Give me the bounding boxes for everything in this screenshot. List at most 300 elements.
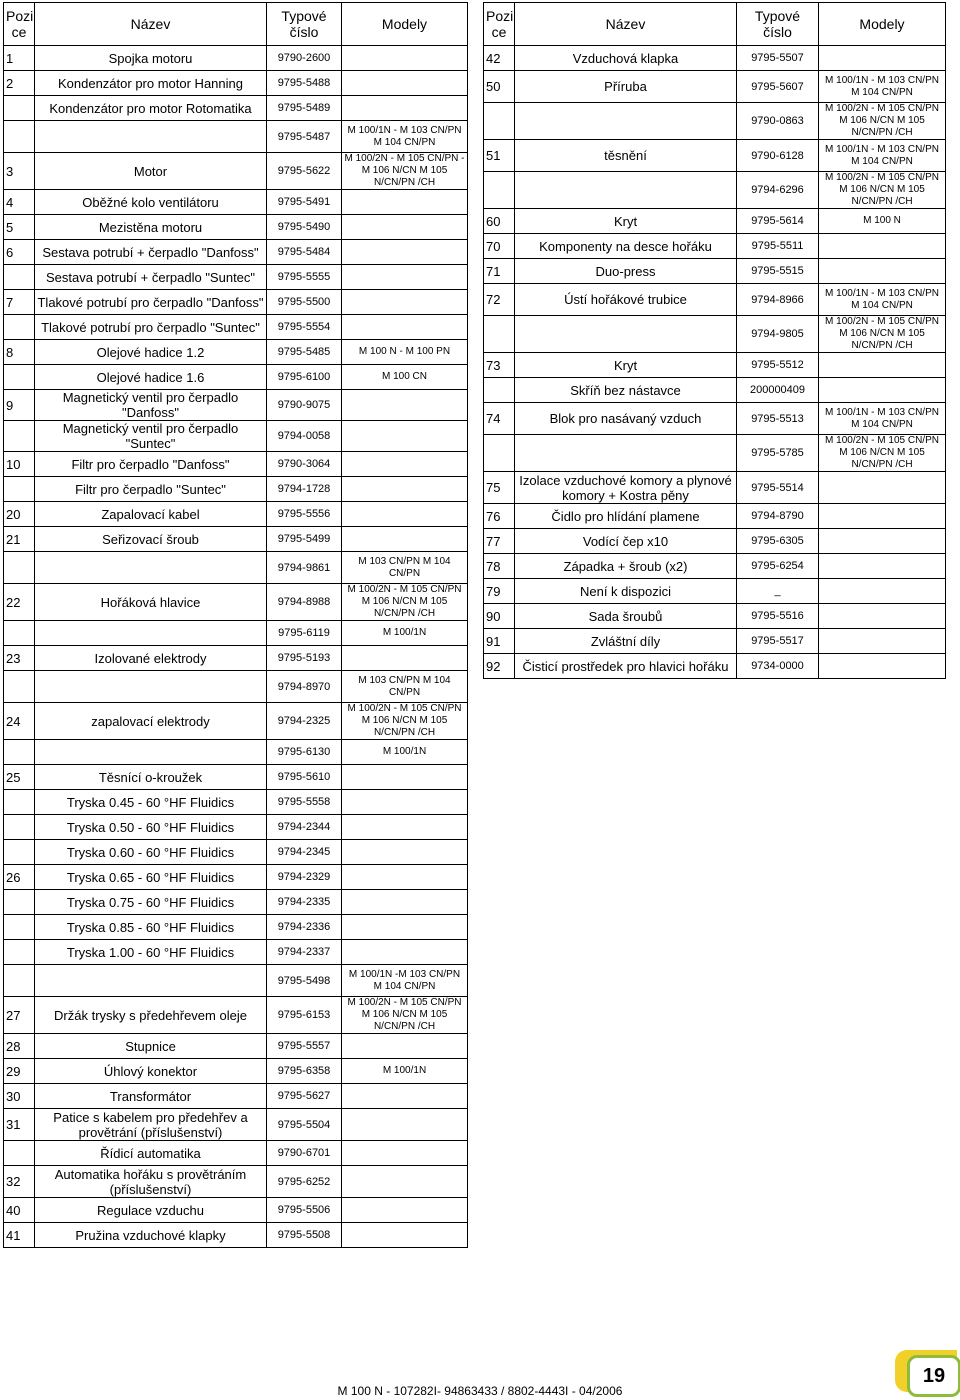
- models-cell: [819, 629, 946, 654]
- table-row: [484, 234, 946, 259]
- position-cell: [4, 940, 35, 965]
- position-cell: [484, 435, 515, 472]
- position-cell: 90: [484, 604, 515, 629]
- name-cell: Držák trysky s předehřevem oleje: [35, 997, 267, 1034]
- name-cell: Zvláštní díly: [515, 629, 737, 654]
- header-name: Název: [515, 3, 737, 46]
- models-cell: M 100 N: [819, 209, 946, 234]
- position-cell: 26: [4, 865, 35, 890]
- table-row: [4, 765, 468, 790]
- table-row: [4, 703, 468, 740]
- name-cell: Kondenzátor pro motor Hanning: [35, 71, 267, 96]
- table-row: [484, 140, 946, 172]
- name-cell: Patice s kabelem pro předehřev a provětrání (příslušenství): [35, 1109, 267, 1141]
- position-cell: 50: [484, 71, 515, 103]
- code-cell: 9790-9075: [267, 390, 342, 421]
- name-cell: Automatika hořáku s provětráním (příslušenství): [35, 1166, 267, 1198]
- models-cell: [342, 915, 468, 940]
- name-cell: Tlakové potrubí pro čerpadlo "Danfoss": [35, 290, 267, 315]
- position-cell: [4, 621, 35, 646]
- position-cell: 77: [484, 529, 515, 554]
- table-row: [484, 103, 946, 140]
- models-cell: [342, 790, 468, 815]
- header-name: Název: [35, 3, 267, 46]
- name-cell: Izolace vzduchové komory a plynové komory + Kostra pěny: [515, 472, 737, 504]
- code-cell: 9795-5627: [267, 1084, 342, 1109]
- models-cell: M 100/1N: [342, 740, 468, 765]
- name-cell: Úhlový konektor: [35, 1059, 267, 1084]
- models-cell: [342, 477, 468, 502]
- table-row: [4, 865, 468, 890]
- models-cell: [342, 71, 468, 96]
- models-cell: [819, 353, 946, 378]
- code-cell: 9795-5490: [267, 215, 342, 240]
- name-cell: Kondenzátor pro motor Rotomatika: [35, 96, 267, 121]
- position-cell: 25: [4, 765, 35, 790]
- code-cell: 9794-9805: [737, 316, 819, 353]
- name-cell: Komponenty na desce hořáku: [515, 234, 737, 259]
- table-row: [484, 435, 946, 472]
- models-cell: M 100/1N: [342, 1059, 468, 1084]
- position-cell: 73: [484, 353, 515, 378]
- table-row: [484, 554, 946, 579]
- code-cell: _: [737, 579, 819, 604]
- position-cell: [484, 378, 515, 403]
- code-cell: 9795-5514: [737, 472, 819, 504]
- header-code: Typové číslo: [737, 3, 819, 46]
- models-cell: [342, 452, 468, 477]
- position-cell: [4, 1141, 35, 1166]
- position-cell: [4, 265, 35, 290]
- code-cell: 200000409: [737, 378, 819, 403]
- models-cell: [819, 234, 946, 259]
- code-cell: 9795-5504: [267, 1109, 342, 1141]
- table-row: [484, 604, 946, 629]
- name-cell: Filtr pro čerpadlo "Danfoss": [35, 452, 267, 477]
- models-cell: [342, 840, 468, 865]
- position-cell: [4, 552, 35, 584]
- name-cell: [35, 621, 267, 646]
- name-cell: Tryska 0.45 - 60 °HF Fluidics: [35, 790, 267, 815]
- code-cell: 9795-5193: [267, 646, 342, 671]
- table-row: [484, 472, 946, 504]
- code-cell: 9795-6358: [267, 1059, 342, 1084]
- code-cell: 9795-6305: [737, 529, 819, 554]
- position-cell: 5: [4, 215, 35, 240]
- position-cell: 74: [484, 403, 515, 435]
- table-row: [4, 997, 468, 1034]
- table-row: [4, 1198, 468, 1223]
- code-cell: 9795-5487: [267, 121, 342, 153]
- table-row: [4, 621, 468, 646]
- models-cell: [819, 554, 946, 579]
- code-cell: 9790-2600: [267, 46, 342, 71]
- name-cell: [515, 316, 737, 353]
- code-cell: 9794-8970: [267, 671, 342, 703]
- name-cell: zapalovací elektrody: [35, 703, 267, 740]
- position-cell: 10: [4, 452, 35, 477]
- models-cell: [342, 1198, 468, 1223]
- code-cell: 9795-5555: [267, 265, 342, 290]
- position-cell: [4, 671, 35, 703]
- table-row: [4, 790, 468, 815]
- table-row: [4, 390, 468, 421]
- name-cell: Blok pro nasávaný vzduch: [515, 403, 737, 435]
- models-cell: M 100/2N - M 105 CN/PN M 106 N/CN M 105 N/CN/PN /CH: [342, 997, 468, 1034]
- table-row: [4, 646, 468, 671]
- name-cell: Magnetický ventil pro čerpadlo "Danfoss": [35, 390, 267, 421]
- code-cell: 9794-0058: [267, 421, 342, 452]
- table-row: [4, 552, 468, 584]
- models-cell: [819, 579, 946, 604]
- position-cell: 27: [4, 997, 35, 1034]
- code-cell: 9795-5491: [267, 190, 342, 215]
- models-cell: [342, 1034, 468, 1059]
- models-cell: [342, 290, 468, 315]
- code-cell: 9795-5622: [267, 153, 342, 190]
- name-cell: [35, 740, 267, 765]
- models-cell: M 100/2N - M 105 CN/PN M 106 N/CN M 105 N/CN/PN /CH: [819, 435, 946, 472]
- name-cell: Tryska 0.50 - 60 °HF Fluidics: [35, 815, 267, 840]
- name-cell: Tryska 0.75 - 60 °HF Fluidics: [35, 890, 267, 915]
- name-cell: Těsnící o-kroužek: [35, 765, 267, 790]
- position-cell: 29: [4, 1059, 35, 1084]
- code-cell: 9794-2345: [267, 840, 342, 865]
- position-cell: 7: [4, 290, 35, 315]
- code-cell: 9794-8966: [737, 284, 819, 316]
- code-cell: 9795-5512: [737, 353, 819, 378]
- table-row: [484, 529, 946, 554]
- position-cell: 79: [484, 579, 515, 604]
- models-cell: M 100 N - M 100 PN: [342, 340, 468, 365]
- position-cell: 30: [4, 1084, 35, 1109]
- models-cell: [819, 504, 946, 529]
- code-cell: 9795-5499: [267, 527, 342, 552]
- table-row: [4, 153, 468, 190]
- position-cell: 92: [484, 654, 515, 679]
- models-cell: M 103 CN/PN M 104 CN/PN: [342, 671, 468, 703]
- position-cell: 91: [484, 629, 515, 654]
- name-cell: Skříň bez nástavce: [515, 378, 737, 403]
- code-cell: 9795-5558: [267, 790, 342, 815]
- position-cell: 51: [484, 140, 515, 172]
- models-cell: [342, 421, 468, 452]
- code-cell: 9790-6701: [267, 1141, 342, 1166]
- models-cell: [342, 646, 468, 671]
- code-cell: 9795-5508: [267, 1223, 342, 1248]
- table-row: [4, 1223, 468, 1248]
- code-cell: 9794-2337: [267, 940, 342, 965]
- code-cell: 9795-5610: [267, 765, 342, 790]
- models-cell: M 100/1N - M 103 CN/PN M 104 CN/PN: [819, 284, 946, 316]
- table-row: [4, 965, 468, 997]
- page-number: 19: [907, 1355, 960, 1397]
- table-row: [4, 452, 468, 477]
- table-row: [4, 527, 468, 552]
- position-cell: 76: [484, 504, 515, 529]
- table-row: [484, 629, 946, 654]
- models-cell: M 100 CN: [342, 365, 468, 390]
- name-cell: Mezistěna motoru: [35, 215, 267, 240]
- code-cell: 9795-5554: [267, 315, 342, 340]
- position-cell: [4, 96, 35, 121]
- code-cell: 9794-2344: [267, 815, 342, 840]
- table-row: [484, 353, 946, 378]
- code-cell: 9795-5785: [737, 435, 819, 472]
- code-cell: 9794-2335: [267, 890, 342, 915]
- position-cell: [4, 965, 35, 997]
- name-cell: těsnění: [515, 140, 737, 172]
- models-cell: [342, 1166, 468, 1198]
- models-cell: [819, 654, 946, 679]
- code-cell: 9790-3064: [267, 452, 342, 477]
- position-cell: 4: [4, 190, 35, 215]
- position-cell: 72: [484, 284, 515, 316]
- position-cell: [484, 316, 515, 353]
- position-cell: [4, 477, 35, 502]
- models-cell: [342, 527, 468, 552]
- code-cell: 9790-0863: [737, 103, 819, 140]
- position-cell: [484, 172, 515, 209]
- code-cell: 9794-8988: [267, 584, 342, 621]
- parts-table-right-body: [484, 46, 946, 679]
- models-cell: [342, 1223, 468, 1248]
- table-row: [484, 504, 946, 529]
- position-cell: [4, 890, 35, 915]
- name-cell: Vzduchová klapka: [515, 46, 737, 71]
- position-cell: 42: [484, 46, 515, 71]
- position-cell: 2: [4, 71, 35, 96]
- position-cell: 22: [4, 584, 35, 621]
- header-models: Modely: [819, 3, 946, 46]
- position-cell: [4, 315, 35, 340]
- name-cell: Není k dispozici: [515, 579, 737, 604]
- position-cell: 24: [4, 703, 35, 740]
- name-cell: Pružina vzduchové klapky: [35, 1223, 267, 1248]
- models-cell: M 100/1N - M 103 CN/PN M 104 CN/PN: [819, 71, 946, 103]
- table-row: [484, 403, 946, 435]
- position-cell: 40: [4, 1198, 35, 1223]
- models-cell: M 100/2N - M 105 CN/PN M 106 N/CN M 105 N/CN/PN /CH: [819, 316, 946, 353]
- table-row: [4, 340, 468, 365]
- table-row: [484, 654, 946, 679]
- name-cell: [515, 172, 737, 209]
- name-cell: Tryska 1.00 - 60 °HF Fluidics: [35, 940, 267, 965]
- code-cell: 9790-6128: [737, 140, 819, 172]
- position-cell: 21: [4, 527, 35, 552]
- models-cell: [342, 815, 468, 840]
- position-cell: 28: [4, 1034, 35, 1059]
- models-cell: [342, 240, 468, 265]
- table-row: [4, 502, 468, 527]
- position-cell: 70: [484, 234, 515, 259]
- code-cell: 9794-1728: [267, 477, 342, 502]
- code-cell: 9795-6252: [267, 1166, 342, 1198]
- code-cell: 9734-0000: [737, 654, 819, 679]
- table-row: [4, 215, 468, 240]
- models-cell: M 100/1N -M 103 CN/PN M 104 CN/PN: [342, 965, 468, 997]
- code-cell: 9794-9861: [267, 552, 342, 584]
- table-row: [4, 840, 468, 865]
- code-cell: 9795-5614: [737, 209, 819, 234]
- name-cell: Sestava potrubí + čerpadlo "Danfoss": [35, 240, 267, 265]
- models-cell: [342, 890, 468, 915]
- code-cell: 9794-8790: [737, 504, 819, 529]
- name-cell: Kryt: [515, 209, 737, 234]
- position-cell: 71: [484, 259, 515, 284]
- table-row: [4, 1166, 468, 1198]
- table-row: [4, 1034, 468, 1059]
- models-cell: [819, 472, 946, 504]
- name-cell: Zapalovací kabel: [35, 502, 267, 527]
- models-cell: [342, 190, 468, 215]
- models-cell: [342, 1084, 468, 1109]
- table-row: [4, 1141, 468, 1166]
- table-row: [4, 421, 468, 452]
- table-row: [484, 259, 946, 284]
- code-cell: 9795-5488: [267, 71, 342, 96]
- models-cell: M 100/2N - M 105 CN/PN M 106 N/CN M 105 N/CN/PN /CH: [819, 172, 946, 209]
- parts-table-left: [3, 2, 468, 1248]
- table-row: [484, 579, 946, 604]
- models-cell: M 103 CN/PN M 104 CN/PN: [342, 552, 468, 584]
- position-cell: 41: [4, 1223, 35, 1248]
- name-cell: Stupnice: [35, 1034, 267, 1059]
- code-cell: 9794-2336: [267, 915, 342, 940]
- table-row: [4, 890, 468, 915]
- models-cell: M 100/2N - M 105 CN/PN M 106 N/CN M 105 N/CN/PN /CH: [819, 103, 946, 140]
- code-cell: 9795-5517: [737, 629, 819, 654]
- models-cell: [819, 529, 946, 554]
- code-cell: 9795-5607: [737, 71, 819, 103]
- models-cell: M 100/1N: [342, 621, 468, 646]
- models-cell: [342, 1141, 468, 1166]
- name-cell: Čisticí prostředek pro hlavici hořáku: [515, 654, 737, 679]
- code-cell: 9795-5507: [737, 46, 819, 71]
- models-cell: [342, 502, 468, 527]
- name-cell: Seřizovací šroub: [35, 527, 267, 552]
- position-cell: 8: [4, 340, 35, 365]
- position-cell: 6: [4, 240, 35, 265]
- code-cell: 9795-6254: [737, 554, 819, 579]
- code-cell: 9795-5556: [267, 502, 342, 527]
- models-cell: [819, 378, 946, 403]
- models-cell: [342, 940, 468, 965]
- code-cell: 9795-5516: [737, 604, 819, 629]
- name-cell: [35, 121, 267, 153]
- table-row: [484, 172, 946, 209]
- table-row: [4, 315, 468, 340]
- position-cell: 20: [4, 502, 35, 527]
- table-row: [4, 71, 468, 96]
- table-row: [4, 190, 468, 215]
- name-cell: Olejové hadice 1.6: [35, 365, 267, 390]
- name-cell: [35, 671, 267, 703]
- code-cell: 9795-5506: [267, 1198, 342, 1223]
- position-cell: [4, 790, 35, 815]
- name-cell: Západka + šroub (x2): [515, 554, 737, 579]
- table-row: [4, 96, 468, 121]
- name-cell: Filtr pro čerpadlo "Suntec": [35, 477, 267, 502]
- name-cell: Olejové hadice 1.2: [35, 340, 267, 365]
- models-cell: M 100/2N - M 105 CN/PN - M 106 N/CN M 105 N/CN/PN /CH: [342, 153, 468, 190]
- table-row: [484, 71, 946, 103]
- table-row: [4, 365, 468, 390]
- code-cell: 9795-5500: [267, 290, 342, 315]
- name-cell: Duo-press: [515, 259, 737, 284]
- models-cell: M 100/2N - M 105 CN/PN M 106 N/CN M 105 N/CN/PN /CH: [342, 584, 468, 621]
- name-cell: Regulace vzduchu: [35, 1198, 267, 1223]
- code-cell: 9795-5513: [737, 403, 819, 435]
- code-cell: 9795-5498: [267, 965, 342, 997]
- table-row: [4, 1059, 468, 1084]
- name-cell: Ústí hořákové trubice: [515, 284, 737, 316]
- name-cell: Sada šroubů: [515, 604, 737, 629]
- name-cell: Motor: [35, 153, 267, 190]
- table-row: [4, 740, 468, 765]
- code-cell: 9795-5511: [737, 234, 819, 259]
- name-cell: Řídicí automatika: [35, 1141, 267, 1166]
- code-cell: 9794-2325: [267, 703, 342, 740]
- table-row: [4, 940, 468, 965]
- table-row: [4, 46, 468, 71]
- code-cell: 9795-6130: [267, 740, 342, 765]
- header-models: Modely: [342, 3, 468, 46]
- table-row: [4, 815, 468, 840]
- code-cell: 9794-2329: [267, 865, 342, 890]
- models-cell: [819, 604, 946, 629]
- code-cell: 9795-5557: [267, 1034, 342, 1059]
- parts-table-right: [483, 2, 946, 679]
- name-cell: Tryska 0.65 - 60 °HF Fluidics: [35, 865, 267, 890]
- table-row: [4, 290, 468, 315]
- position-cell: [4, 815, 35, 840]
- position-cell: 75: [484, 472, 515, 504]
- name-cell: Tlakové potrubí pro čerpadlo "Suntec": [35, 315, 267, 340]
- position-cell: [4, 365, 35, 390]
- position-cell: 60: [484, 209, 515, 234]
- name-cell: [35, 552, 267, 584]
- header-pos: Pozi ce: [484, 3, 515, 46]
- position-cell: [484, 103, 515, 140]
- models-cell: M 100/1N - M 103 CN/PN M 104 CN/PN: [819, 403, 946, 435]
- models-cell: [342, 96, 468, 121]
- code-cell: 9795-6119: [267, 621, 342, 646]
- position-cell: [4, 915, 35, 940]
- name-cell: Tryska 0.85 - 60 °HF Fluidics: [35, 915, 267, 940]
- models-cell: M 100/1N - M 103 CN/PN M 104 CN/PN: [819, 140, 946, 172]
- position-cell: [4, 840, 35, 865]
- name-cell: Spojka motoru: [35, 46, 267, 71]
- position-cell: 9: [4, 390, 35, 421]
- table-row: [484, 284, 946, 316]
- name-cell: Transformátor: [35, 1084, 267, 1109]
- name-cell: Hořáková hlavice: [35, 584, 267, 621]
- table-row: [4, 915, 468, 940]
- models-cell: [342, 390, 468, 421]
- table-row: [4, 1084, 468, 1109]
- code-cell: 9795-6100: [267, 365, 342, 390]
- name-cell: [515, 435, 737, 472]
- position-cell: 78: [484, 554, 515, 579]
- models-cell: [342, 46, 468, 71]
- code-cell: 9794-6296: [737, 172, 819, 209]
- name-cell: Vodící čep x10: [515, 529, 737, 554]
- table-row: [4, 121, 468, 153]
- position-cell: 1: [4, 46, 35, 71]
- table-row: [4, 1109, 468, 1141]
- table-row: [484, 378, 946, 403]
